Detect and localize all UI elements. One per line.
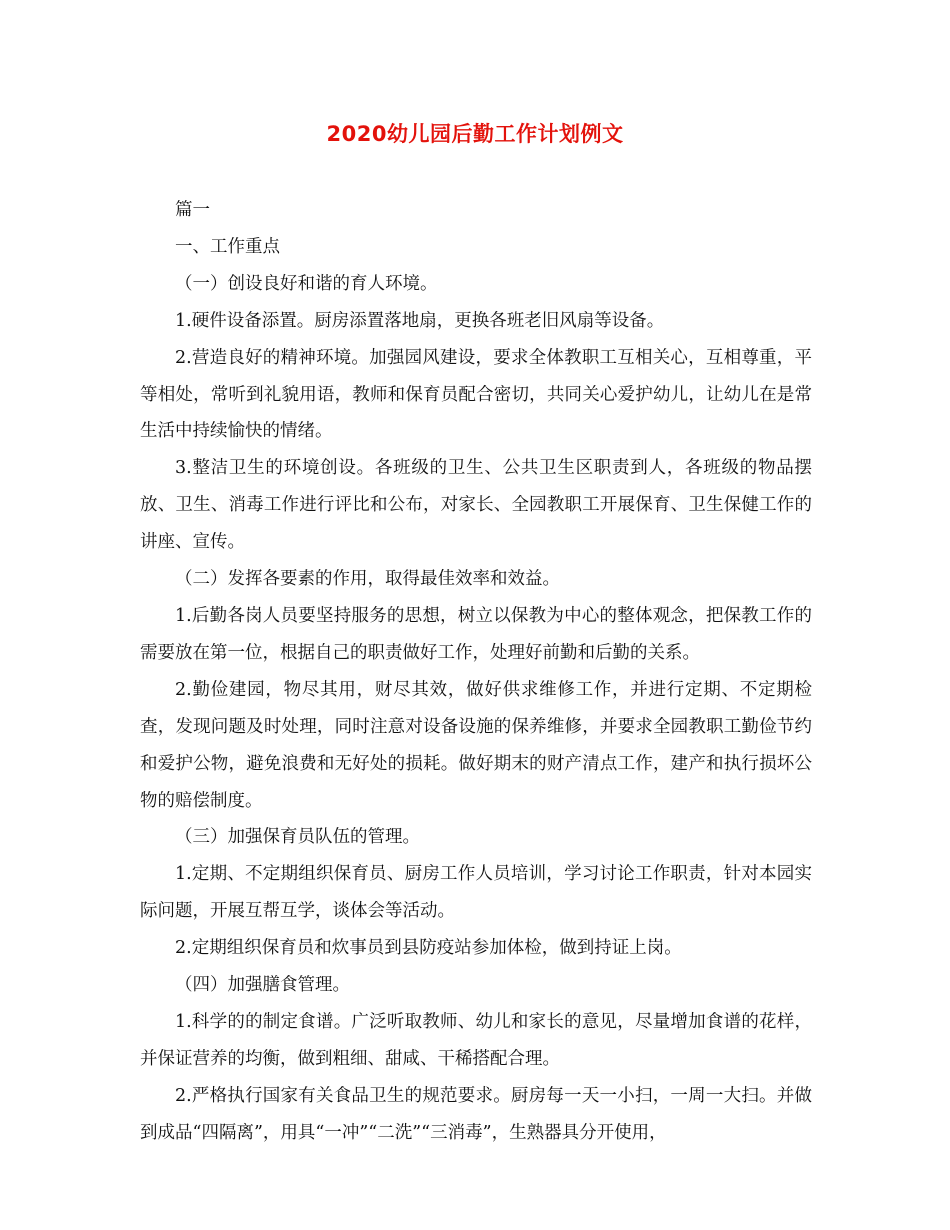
subsection-heading: （三）加强保育员队伍的管理。 (175, 827, 420, 848)
paragraph: 2.严格执行国家有关食品卫生的规范要求。厨房每一天一小扫，一周一大扫。并做到成品“四隔离”，用具“一冲”“二洗”“三消毒”，生熟器具分开使用， (140, 1085, 812, 1143)
subsection-heading: （一）创设良好和谐的育人环境。 (175, 273, 438, 294)
paragraph: 2.营造良好的精神环境。加强园风建设，要求全体教职工互相关心，互相尊重，平等相处，常听到礼貌用语，教师和保育员配合密切，共同关心爱护幼儿，让幼儿在是常生活中持续愉快的情绪。 (140, 347, 812, 442)
subsection-heading: （四）加强膳食管理。 (175, 975, 350, 996)
paragraph: 1.硬件设备添置。厨房添置落地扇，更换各班老旧风扇等设备。 (175, 310, 665, 331)
document-title: 2020幼儿园后勤工作计划例文 (326, 122, 624, 146)
paragraph: 1.定期、不定期组织保育员、厨房工作人员培训，学习讨论工作职责，针对本园实际问题，开展互帮互学，谈体会等活动。 (140, 864, 812, 922)
section-heading: 一、工作重点 (175, 236, 280, 257)
document-body (140, 192, 812, 1152)
paragraph: 3.整洁卫生的环境创设。各班级的卫生、公共卫生区职责到人，各班级的物品摆放、卫生、消毒工作进行评比和公布，对家长、全园教职工开展保育、卫生保健工作的讲座、宣传。 (140, 458, 812, 553)
paragraph: 1.科学的的制定食谱。广泛听取教师、幼儿和家长的意见，尽量增加食谱的花样，并保证营养的均衡，做到粗细、甜咸、干稀搭配合理。 (140, 1011, 812, 1069)
paragraph: 2.勤俭建园，物尽其用，财尽其效，做好供求维修工作，并进行定期、不定期检查，发现问题及时处理，同时注意对设备设施的保养维修，并要求全园教职工勤俭节约和爱护公物，避免浪费和无好处的损耗。做好期末的财产清点工作，建产和执行损坏公物的赔偿制度。 (140, 679, 812, 811)
subsection-heading: （二）发挥各要素的作用，取得最佳效率和效益。 (175, 569, 560, 590)
paragraph: 1.后勤各岗人员要坚持服务的思想，树立以保教为中心的整体观念，把保教工作的需要放在第一位，根据自己的职责做好工作，处理好前勤和后勤的关系。 (140, 605, 812, 663)
paragraph: 2.定期组织保育员和炊事员到县防疫站参加体检，做到持证上岗。 (175, 938, 682, 959)
section-label: 篇一 (175, 200, 210, 220)
